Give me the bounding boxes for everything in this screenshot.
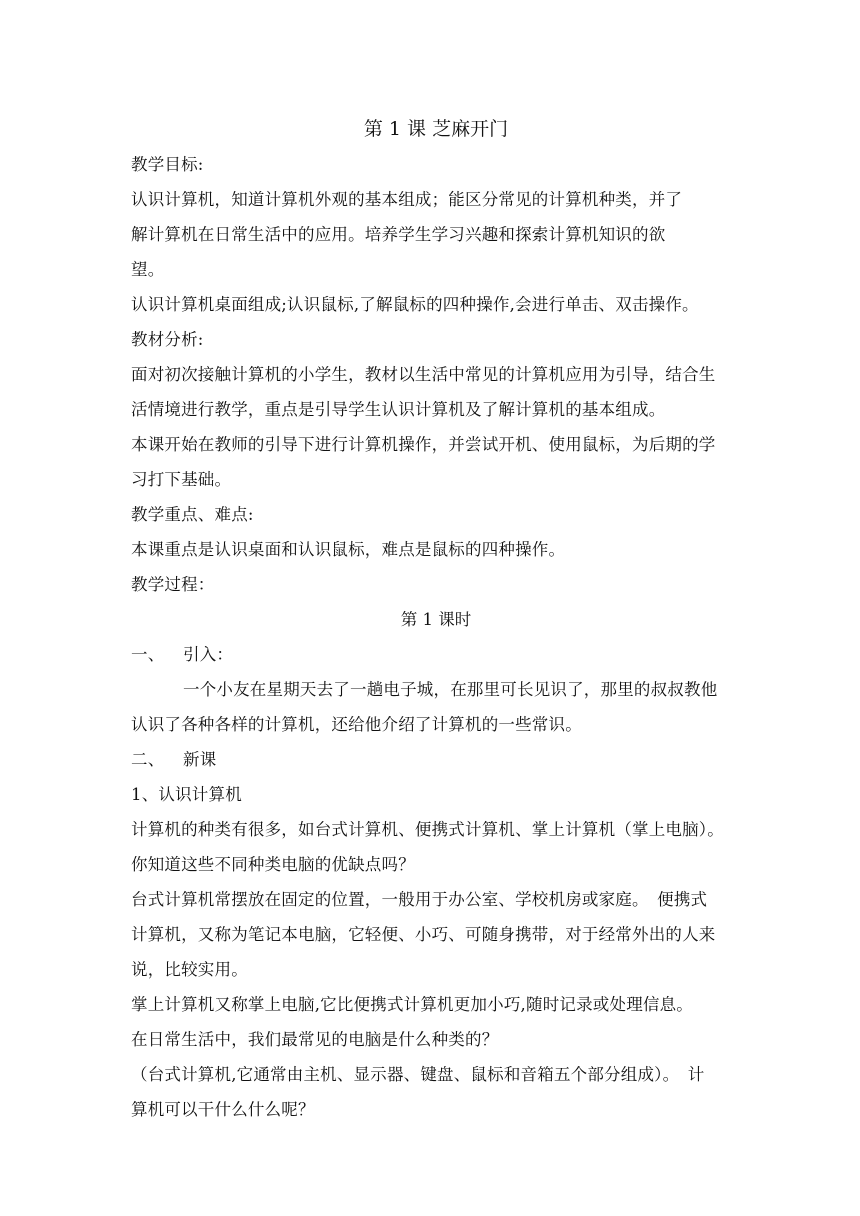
section-heading-analysis: 教材分析: (131, 330, 204, 349)
section-heading-process: 教学过程： (131, 575, 215, 594)
step-heading-intro (131, 637, 741, 672)
step-number: 二、 (131, 750, 165, 769)
text-line: 望。 (131, 260, 165, 279)
text-line: 计算机，又称为笔记本电脑，它轻便、小巧、可随身携带，对于经常外出的人来 (131, 925, 716, 944)
text-line: 认识计算机桌面组成;认识鼠标,了解鼠标的四种操作,会进行单击、双击操作。 (131, 295, 699, 314)
step-heading-new-lesson (131, 742, 741, 777)
lesson-title: 第 1 课 芝麻开门 (363, 118, 509, 140)
step-title: 新课 (183, 750, 217, 769)
section-heading-objectives: 教学目标: (131, 155, 204, 174)
lesson-content (131, 112, 741, 1127)
text-line: 本课开始在教师的引导下进行计算机操作，并尝试开机、使用鼠标，为后期的学 (131, 435, 716, 454)
session-heading: 第 1 课时 (400, 610, 472, 629)
step-number: 一、 (131, 645, 165, 664)
text-line: 本课重点是认识桌面和认识鼠标，难点是鼠标的四种操作。 (131, 540, 566, 559)
text-line: 说，比较实用。 (131, 960, 248, 979)
text-line: 活情境进行教学，重点是引导学生认识计算机及了解计算机的基本组成。 (131, 400, 666, 419)
step-title: 引入： (183, 645, 234, 664)
text-line: 在日常生活中，我们最常见的电脑是什么种类的？ (131, 1030, 499, 1049)
text-line: 面对初次接触计算机的小学生，教材以生活中常见的计算机应用为引导，结合生 (131, 365, 716, 384)
text-line: 认识了各种各样的计算机，还给他介绍了计算机的一些常识。 (131, 715, 582, 734)
text-line: 认识计算机，知道计算机外观的基本组成；能区分常见的计算机种类，并了 (131, 190, 683, 209)
text-line: 你知道这些不同种类电脑的优缺点吗？ (131, 855, 415, 874)
text-line: 解计算机在日常生活中的应用。培养学生学习兴趣和探索计算机知识的欲 (131, 225, 666, 244)
text-line: 台式计算机常摆放在固定的位置，一般用于办公室、学校机房或家庭。 便携式 (131, 890, 708, 909)
text-line: 计算机的种类有很多，如台式计算机、便携式计算机、掌上计算机（掌上电脑）。 (131, 820, 724, 839)
text-line: 一个小友在星期天去了一趟电子城，在那里可长见识了，那里的叔叔教他 (183, 680, 718, 699)
text-line: 习打下基础。 (131, 470, 232, 489)
text-line: 算机可以干什么什么呢？ (131, 1100, 315, 1119)
text-line: （台式计算机,它通常由主机、显示器、键盘、鼠标和音箱五个部分组成）。 计 (131, 1065, 705, 1084)
text-line: 掌上计算机又称掌上电脑,它比便携式计算机更加小巧,随时记录或处理信息。 (131, 995, 693, 1014)
subsection-heading: 1、认识计算机 (131, 785, 242, 804)
section-heading-key-points: 教学重点、难点: (131, 505, 254, 524)
